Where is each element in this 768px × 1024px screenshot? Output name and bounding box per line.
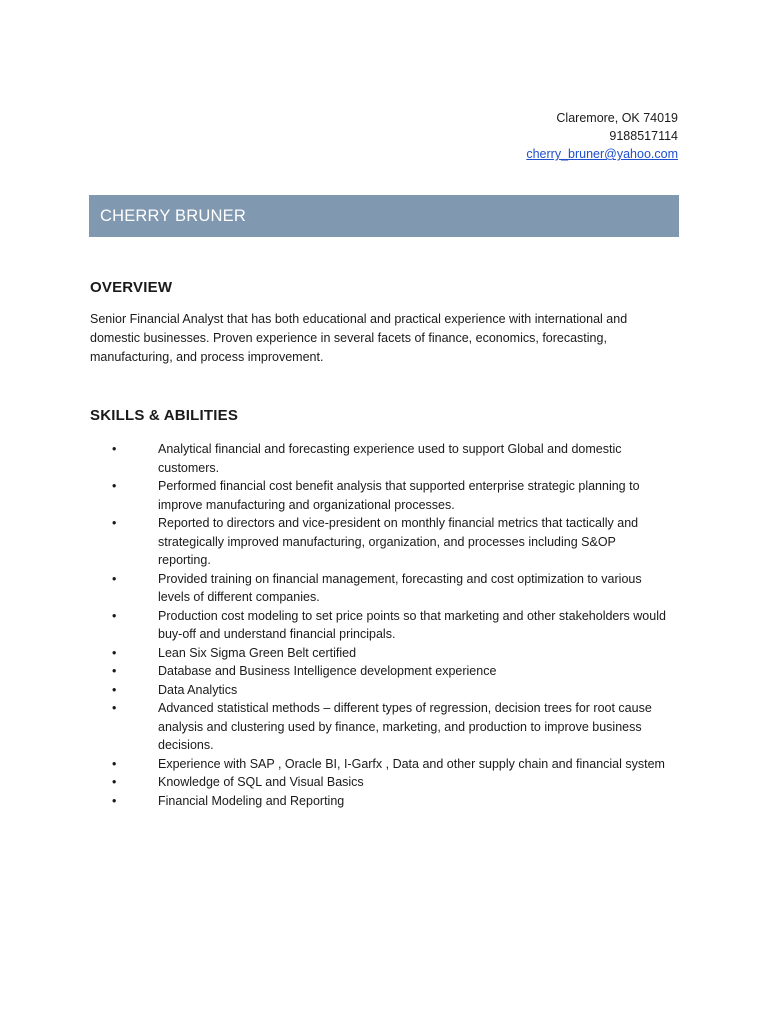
skill-text: Experience with SAP , Oracle BI, I-Garfx , Data and other supply chain and financial system xyxy=(158,756,665,771)
skill-text: Analytical financial and forecasting experience used to support Global and domestic customers. xyxy=(158,442,622,475)
overview-heading: OVERVIEW xyxy=(90,279,173,296)
bullet-icon: • xyxy=(112,682,117,697)
skill-text: Data Analytics xyxy=(158,682,238,697)
bullet-icon: • xyxy=(112,793,117,808)
skill-item xyxy=(110,792,670,811)
skill-text: Lean Six Sigma Green Belt certified xyxy=(158,645,357,660)
skill-item xyxy=(110,681,670,700)
contact-email-link[interactable]: cherry_bruner@yahoo.com xyxy=(526,147,678,161)
bullet-icon: • xyxy=(112,442,117,456)
skill-item xyxy=(110,440,670,477)
contact-block xyxy=(526,109,678,163)
contact-location: Claremore, OK 74019 xyxy=(556,111,678,125)
skills-list xyxy=(110,440,670,810)
bullet-icon: • xyxy=(112,571,117,586)
skill-text: Advanced statistical methods – different types of regression, decision trees for root cause analysis and clustering used by finance, marketing, and production to improve business decisions. xyxy=(158,701,652,752)
skill-item xyxy=(110,570,670,607)
skill-text: Financial Modeling and Reporting xyxy=(158,793,345,808)
skill-text: Provided training on financial management, forecasting and cost optimization to various levels of different companies. xyxy=(158,571,642,604)
candidate-name: CHERRY BRUNER xyxy=(100,206,246,225)
bullet-icon: • xyxy=(112,516,117,530)
skill-item xyxy=(110,607,670,644)
skill-item xyxy=(110,514,670,570)
bullet-icon: • xyxy=(112,645,117,660)
skill-text: Database and Business Intelligence development experience xyxy=(158,664,497,678)
bullet-icon: • xyxy=(112,608,117,623)
overview-text: Senior Financial Analyst that has both educational and practical experience with international and domestic businesses. Proven experience in several facets of finance, economics, forecasting, manufacturing, and process improvement. xyxy=(90,312,628,364)
skills-heading: SKILLS & ABILITIES xyxy=(90,407,239,424)
skill-item xyxy=(110,699,670,755)
skill-item xyxy=(110,755,670,774)
name-banner xyxy=(89,195,679,237)
skill-item xyxy=(110,773,670,792)
bullet-icon: • xyxy=(112,701,117,715)
bullet-icon: • xyxy=(112,664,117,678)
skill-item xyxy=(110,644,670,663)
skill-text: Production cost modeling to set price points so that marketing and other stakeholders would buy-off and understand financial principals. xyxy=(158,608,666,641)
bullet-icon: • xyxy=(112,479,117,493)
bullet-icon: • xyxy=(112,775,117,789)
skill-text: Performed financial cost benefit analysis that supported enterprise strategic planning to improve manufacturing and organizational processes. xyxy=(158,479,640,512)
skill-item xyxy=(110,662,670,681)
skill-item xyxy=(110,477,670,514)
bullet-icon: • xyxy=(112,756,117,771)
contact-phone: 9188517114 xyxy=(609,129,678,143)
skill-text: Reported to directors and vice-president on monthly financial metrics that tactically and strategically improved manufacturing, organization, and processes including S&OP reporting. xyxy=(158,516,639,567)
skill-text: Knowledge of SQL and Visual Basics xyxy=(158,775,364,789)
